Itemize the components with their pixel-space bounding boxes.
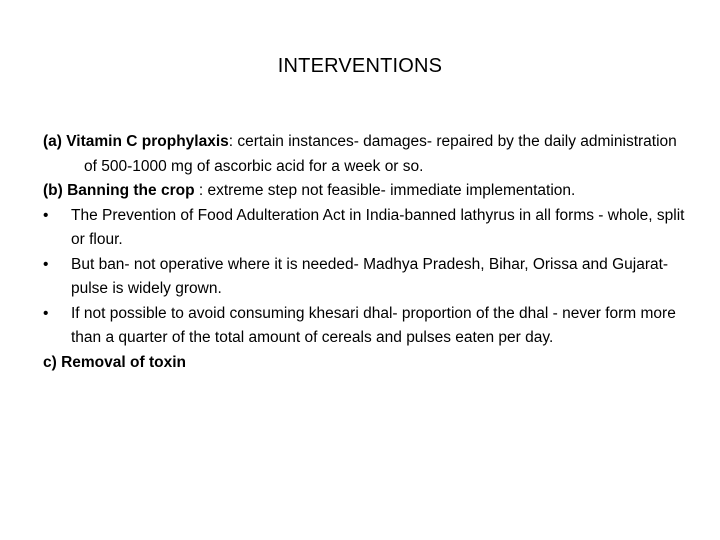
item-vitamin-c-label: (a) Vitamin C prophylaxis xyxy=(43,133,229,150)
item-banning-crop xyxy=(43,179,693,204)
slide-title: INTERVENTIONS xyxy=(277,55,443,77)
bullet-item-ban-not-operative xyxy=(43,253,693,302)
item-removal-of-toxin xyxy=(43,351,693,376)
item-banning-crop-label: (b) Banning the crop xyxy=(43,182,195,199)
bullet-item-khesari-dhal xyxy=(43,302,693,351)
item-banning-crop-text: : extreme step not feasible- immediate implementation. xyxy=(194,182,576,199)
bullet-item-food-act xyxy=(43,204,693,253)
bullet-icon: • xyxy=(43,255,49,273)
bullet-text: But ban- not operative where it is needed- Madhya Pradesh, Bihar, Orissa and Gujarat- pulse is widely grown. xyxy=(71,255,669,297)
bullet-text: The Prevention of Food Adulteration Act in India-banned lathyrus in all forms - whole, split or flour. xyxy=(71,206,685,248)
slide-body xyxy=(43,130,693,375)
bullet-icon: • xyxy=(43,304,49,322)
item-vitamin-c-text: : certain instances- damages- repaired by the daily administration of 500-1000 mg of ascorbic acid for a week or so. xyxy=(84,133,677,175)
item-vitamin-c xyxy=(43,130,693,179)
bullet-icon: • xyxy=(43,206,49,224)
bullet-text: If not possible to avoid consuming khesari dhal- proportion of the dhal - never form more than a quarter of the total amount of cereals and pulses eaten per day. xyxy=(71,304,676,346)
item-removal-of-toxin-label: c) Removal of toxin xyxy=(43,353,186,371)
